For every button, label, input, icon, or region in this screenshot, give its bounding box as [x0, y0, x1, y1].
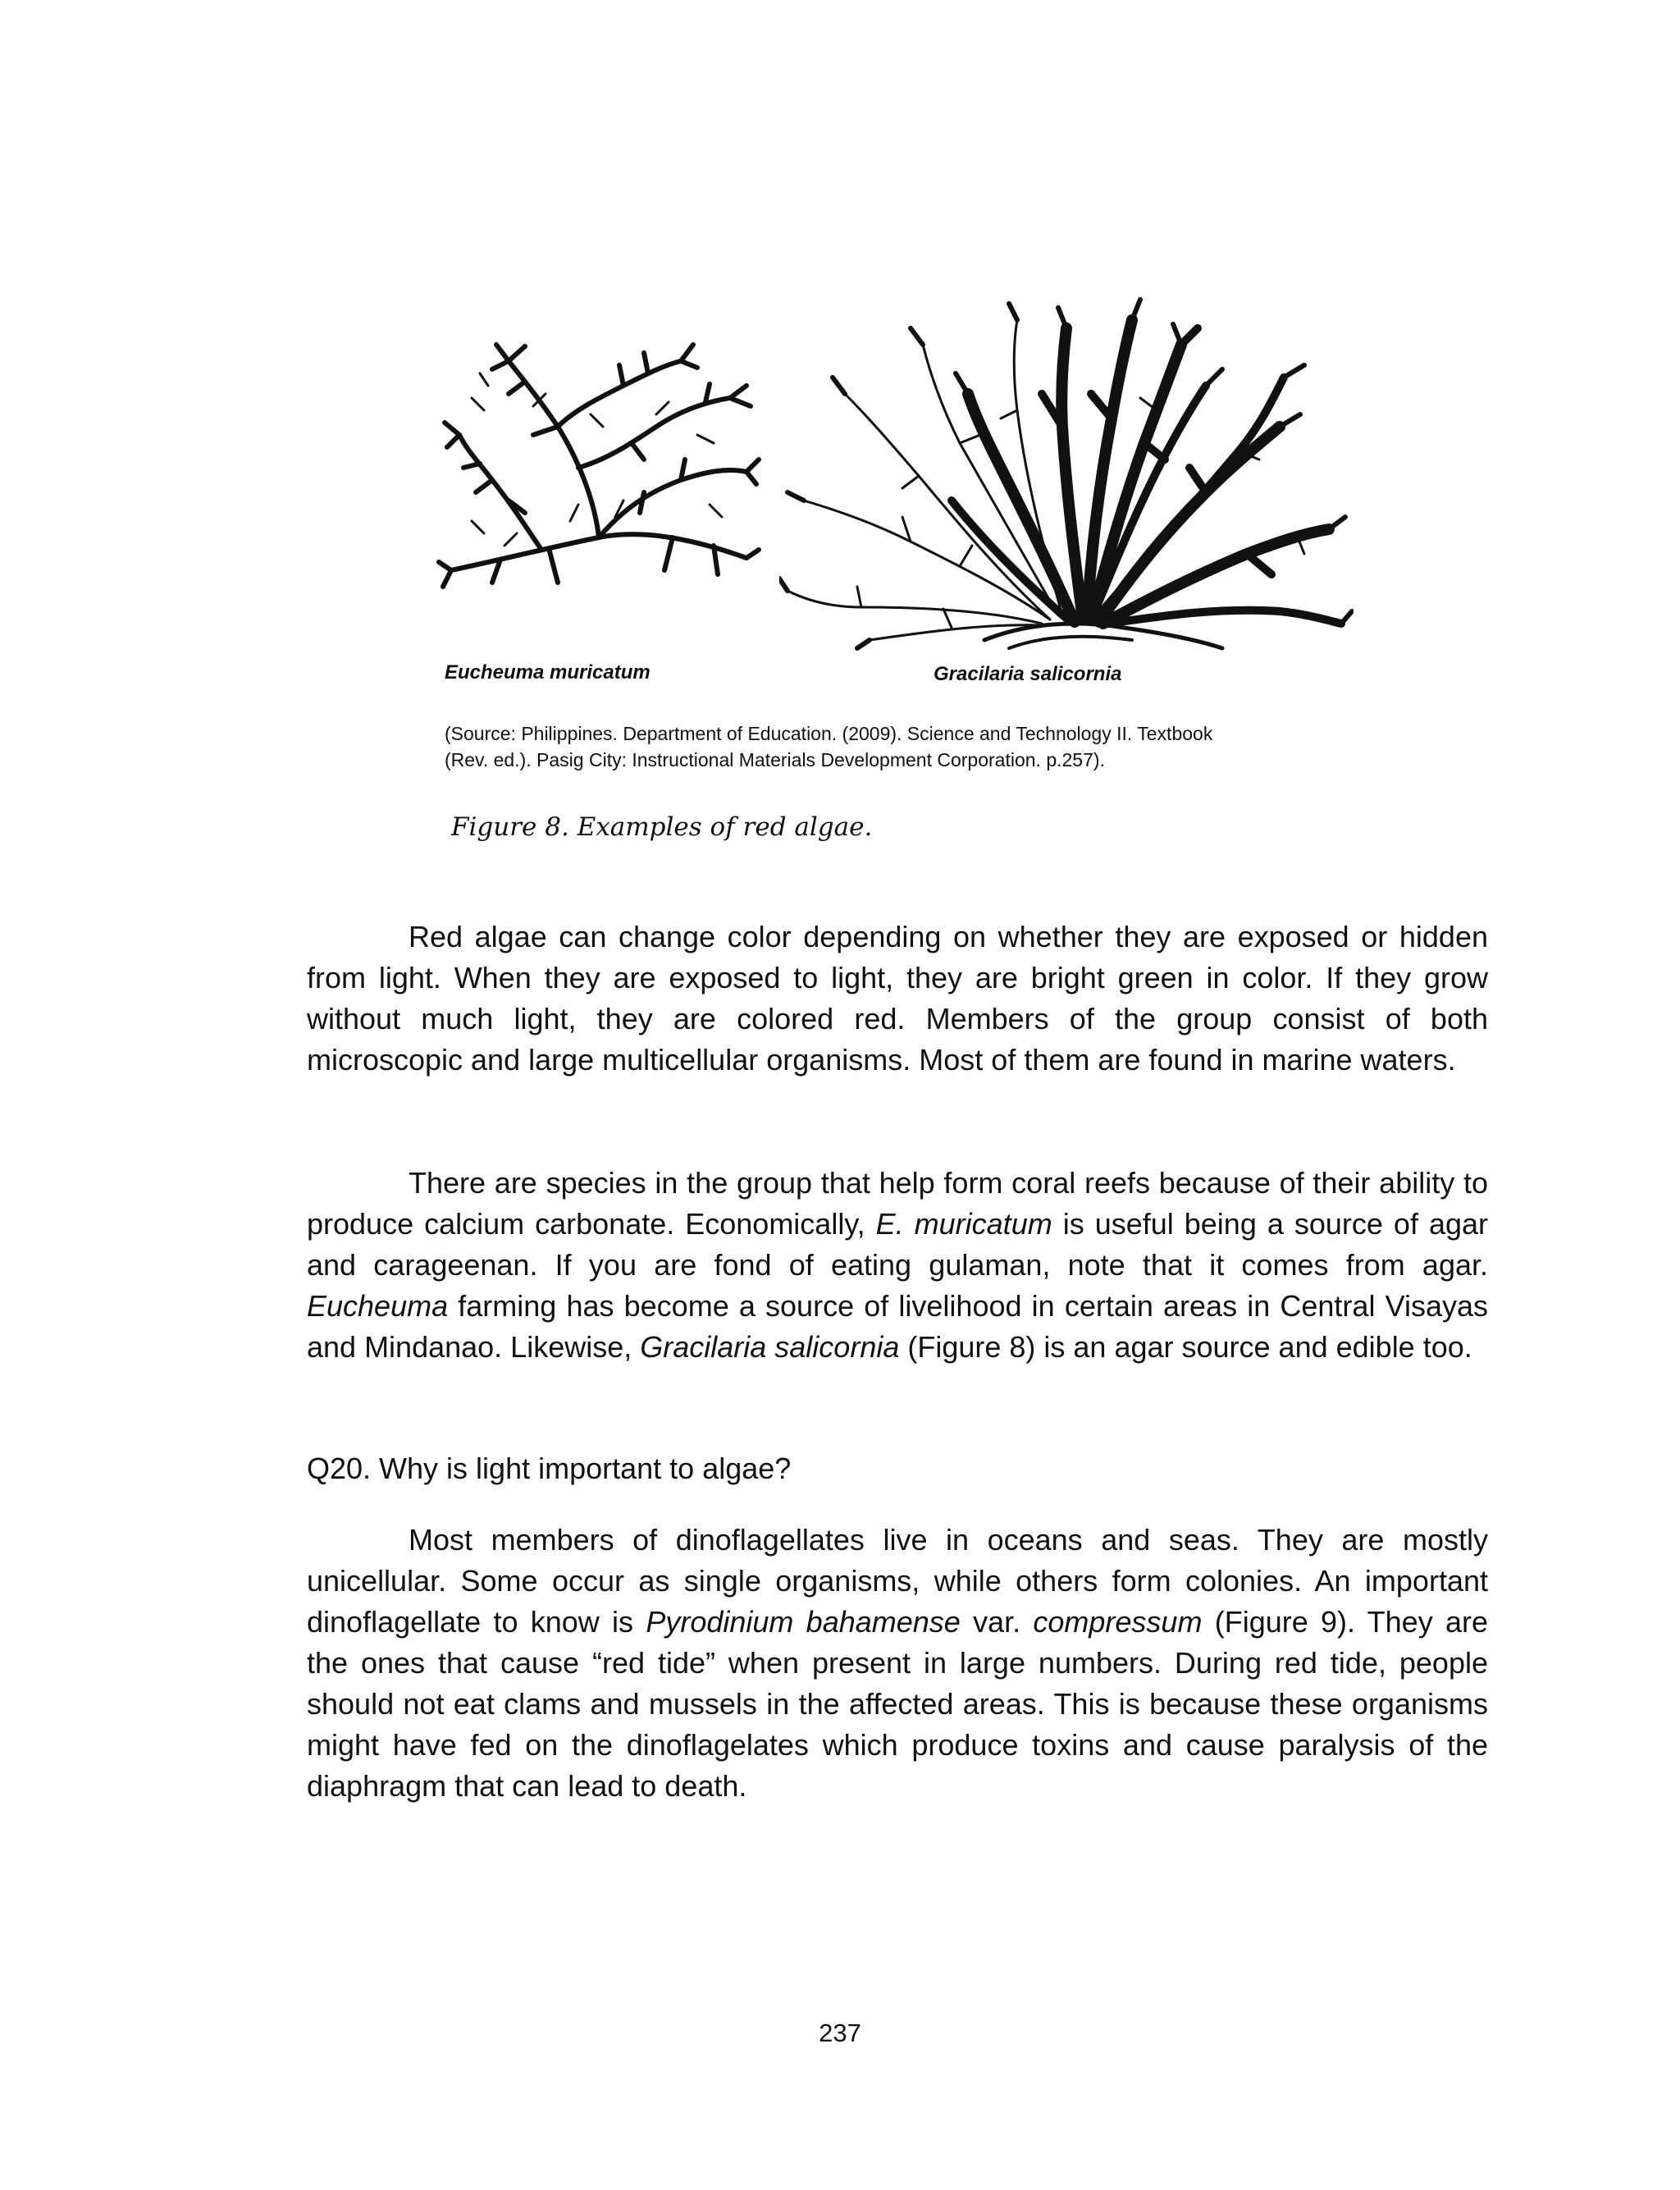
species-name-e-muricatum: E. muricatum [875, 1207, 1052, 1241]
eucheuma-muricatum-illustration [435, 336, 763, 607]
paragraph-red-algae-color [307, 917, 1488, 1081]
paragraph-dinoflagellates [307, 1520, 1488, 1807]
page-number: 237 [819, 2019, 861, 2047]
genus-name-eucheuma: Eucheuma [307, 1289, 449, 1323]
paragraph-1-text: Red algae can change color depending on whether they are exposed or hidden from light. When they are exposed to light, they are bright green in color. If they grow without much light, they are colored red. Members of the group consist of both microscopic and large multicellular organisms. Most of them are found in marine waters. [307, 920, 1488, 1077]
figure-caption: Figure 8. Examples of red algae. [451, 812, 873, 842]
paragraph-coral-reefs [307, 1163, 1488, 1368]
gracilaria-salicornia-illustration [779, 295, 1354, 656]
paragraph-2-text-1: There are species in the group that help form coral reefs because of their ability to produce calcium carbonate. Economically, [307, 1166, 1488, 1241]
paragraph-2-text-4: (Figure 8) is an agar source and edible too. [899, 1330, 1472, 1364]
paragraph-3-text-1: Most members of dinoflagellates live in oceans and seas. They are mostly unicellular. Some occur as single organisms, while others form colonies. An important dinoflagellate to know is [307, 1523, 1488, 1639]
variety-name-compressum: compressum [1033, 1605, 1203, 1639]
paragraph-2-text-2: is useful being a source of agar and carageenan. If you are fond of eating gulaman, note that it comes from agar. [307, 1207, 1488, 1282]
species-name-pyrodinium-bahamense: Pyrodinium bahamense [646, 1605, 961, 1639]
source-line-2: (Rev. ed.). Pasig City: Instructional Materials Development Corporation. p.257). [445, 749, 1105, 770]
paragraph-3-text-2: var. [960, 1605, 1034, 1639]
paragraph-2-text-3: farming has become a source of livelihood in certain areas in Central Visayas and Mindanao. Likewise, [307, 1289, 1488, 1364]
figure-8 [435, 295, 1354, 665]
source-line-1: (Source: Philippines. Department of Education. (2009). Science and Technology II. Textbook [445, 723, 1213, 744]
eucheuma-muricatum-label: Eucheuma muricatum [445, 661, 651, 684]
gracilaria-salicornia-label: Gracilaria salicornia [934, 663, 1122, 685]
species-name-gracilaria-salicornia: Gracilaria salicornia [640, 1330, 900, 1364]
question-q20: Q20. Why is light important to algae? [307, 1452, 792, 1485]
paragraph-3-text-3: (Figure 9). They are the ones that cause “red tide” when present in large numbers. During red tide, people should not eat clams and mussels in the affected areas. This is because these organisms might have fed on the dinoflagelates which produce toxins and cause paralysis of the diaphragm that can lead to death. [307, 1605, 1488, 1803]
figure-source-citation [445, 720, 1347, 773]
